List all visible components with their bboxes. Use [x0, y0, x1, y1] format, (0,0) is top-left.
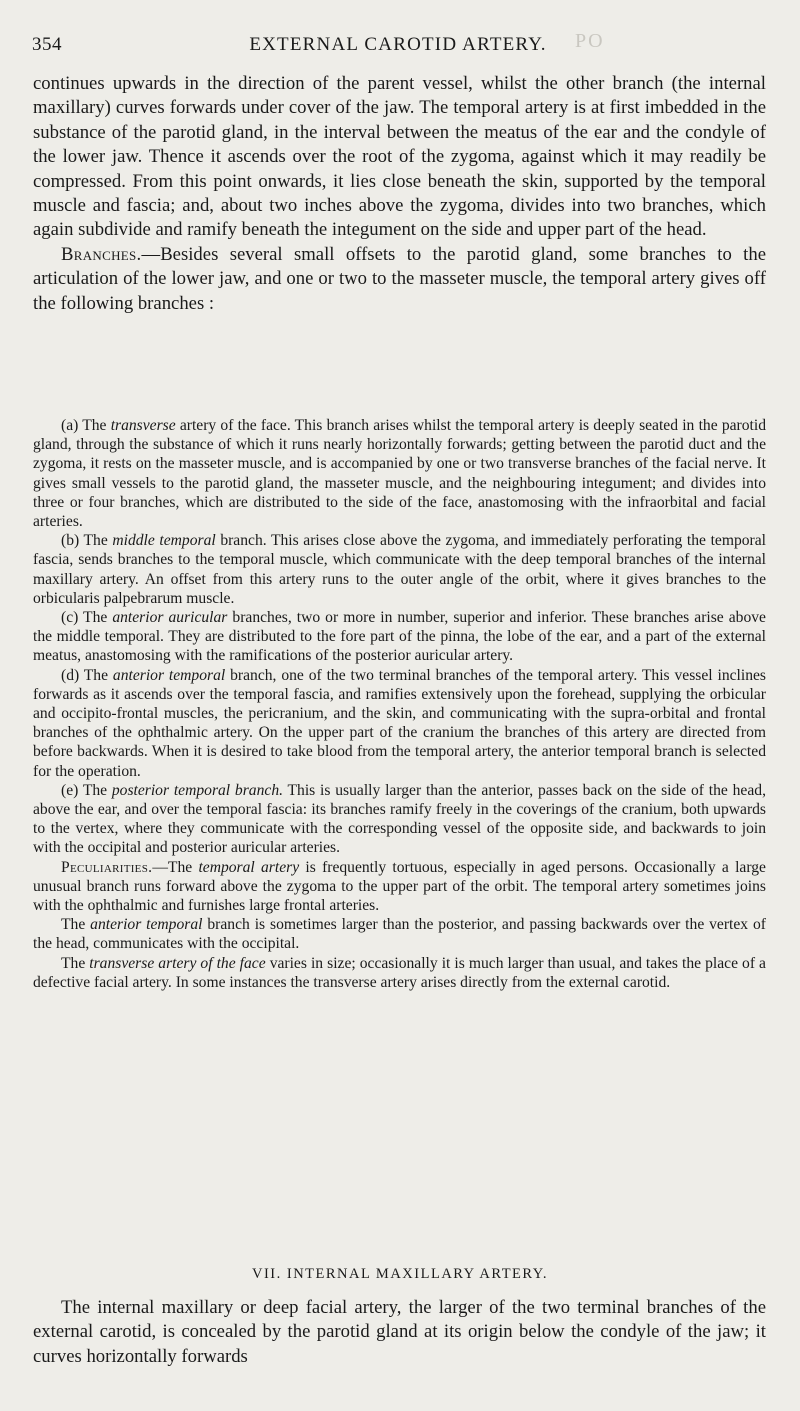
- anterior-temporal-note: [33, 915, 766, 953]
- page-header: [32, 34, 764, 60]
- transverse-artery-note: [33, 954, 766, 992]
- branches-paragraph: [33, 243, 766, 316]
- branch-text: branches, two or more in number, superior and inferior. These branches arise above the middle temporal. They are distributed to the fore part of the pinna, the lobe of the ear, and a part of the external meatus, anastomosing with the ramifications of the posterior auricular artery.: [33, 609, 766, 665]
- note-italic: transverse artery of the face: [89, 954, 266, 972]
- note-pre: The: [61, 954, 90, 972]
- peculiarities-dash: —The: [152, 858, 199, 876]
- peculiarities-lead: Peculiarities.: [61, 858, 153, 876]
- note-pre: The: [61, 916, 91, 934]
- branch-item-c: [33, 608, 766, 666]
- branch-text: artery of the face. This branch arises whilst the temporal artery is deeply seated in the parotid gland, through the substance of which it runs nearly horizontally forwards; getting between the parotid duct and the zygoma, it rests on the masseter muscle, and is accompanied by one or two transverse branches of the facial nerve. It gives small vessels to the parotid gland, the masseter muscle, and the neighbouring integument; and divides into three or four branches, which are distributed to the side of the face, anastomosing with the infraorbital and facial arteries.: [33, 417, 766, 531]
- branch-letter: (c) The: [61, 609, 113, 627]
- note-italic: anterior temporal: [90, 916, 203, 934]
- branch-letter: (d) The: [61, 666, 113, 684]
- branch-name: anterior temporal: [112, 666, 226, 684]
- running-head: EXTERNAL CAROTID ARTERY.: [249, 34, 547, 55]
- branch-name: posterior temporal branch.: [111, 781, 284, 799]
- branch-list: [33, 416, 766, 992]
- branch-item-a: [33, 416, 766, 531]
- note-text: branch is sometimes larger than the posterior, and passing backwards over the vertex of the head, communicates with the occipital.: [33, 916, 766, 953]
- branch-name: transverse: [110, 417, 176, 434]
- note-text: varies in size; occasionally it is much larger than usual, and takes the place of a defective facial artery. In some instances the transverse artery arises directly from the external carotid.: [33, 954, 766, 991]
- branch-letter: (b) The: [61, 532, 113, 550]
- closing-section: [33, 1296, 766, 1369]
- branch-item-b: [33, 531, 766, 608]
- closing-paragraph: The internal maxillary or deep facial artery, the larger of the two terminal branches of the external carotid, is concealed by the parotid gland at its origin below the condyle of the jaw; it curves horizontally forwards: [33, 1297, 766, 1367]
- page-number: 354: [32, 34, 62, 55]
- bleed-through-text: PO: [575, 30, 605, 52]
- branch-item-e: [33, 781, 766, 858]
- branch-letter: (a) The: [61, 417, 111, 434]
- peculiarities-italic: temporal artery: [198, 858, 300, 876]
- branch-item-d: [33, 666, 766, 781]
- peculiarities-paragraph: [33, 858, 766, 916]
- branches-text: —Besides several small offsets to the parotid gland, some branches to the articulation of the lower jaw, and one or two to the masseter muscle, the temporal artery gives off the following branches :: [33, 243, 766, 314]
- branch-name: middle temporal: [112, 532, 216, 550]
- peculiarities-text: is frequently tortuous, especially in aged persons. Occasionally a large unusual branch runs forward above the zygoma to the upper part of the orbit. The temporal artery sometimes joins with the ophthalmic and furnishes large frontal arteries.: [33, 858, 766, 915]
- branches-lead: Branches.: [61, 243, 142, 265]
- branch-letter: (e) The: [61, 781, 112, 799]
- branch-name: anterior auricular: [112, 609, 228, 627]
- section-heading: VII. INTERNAL MAXILLARY ARTERY.: [251, 1266, 549, 1282]
- intro-section: [33, 72, 766, 316]
- branch-text: branch, one of the two terminal branches of the temporal artery. This vessel inclines forwards as it ascends over the temporal fascia, and ramifies extensively upon the forehead, supplying the orbicular and occipito-frontal muscles, the pericranium, and the skin, and communicating with the supra-orbital and frontal branches of the ophthalmic artery. On the upper part of the cranium the branches of this artery are directed from before backwards. When it is desired to take blood from the temporal artery, the anterior temporal branch is selected for the operation.: [33, 666, 766, 780]
- branch-text: This is usually larger than the anterior, passes back on the side of the head, above the ear, and over the temporal fascia: its branches ramify freely in the coverings of the cranium, both upwards to the vertex, where they communicate with the corresponding vessel of the opposite side, and backwards to join with the occipital and posterior auricular arteries.: [33, 781, 766, 857]
- branch-text: branch. This arises close above the zygoma, and immediately perforating the temporal fascia, sends branches to the temporal muscle, which communicate with the deep temporal branches of the internal maxillary artery. An offset from this artery runs to the outer angle of the orbit, where it gives branches to the orbicularis palpebrarum muscle.: [33, 532, 766, 607]
- intro-paragraph: continues upwards in the direction of the parent vessel, whilst the other branch (the internal maxillary) curves forwards under cover of the jaw. The temporal artery is at first imbedded in the substance of the parotid gland, in the interval between the meatus of the ear and the condyle of the lower jaw. Thence it ascends over the root of the zygoma, against which it may readily be compressed. From this point onwards, it lies close beneath the skin, supported by the temporal muscle and fascia; and, about two inches above the zygoma, divides into two branches, which again subdivide and ramify beneath the integument on the side and upper part of the head.: [33, 73, 766, 241]
